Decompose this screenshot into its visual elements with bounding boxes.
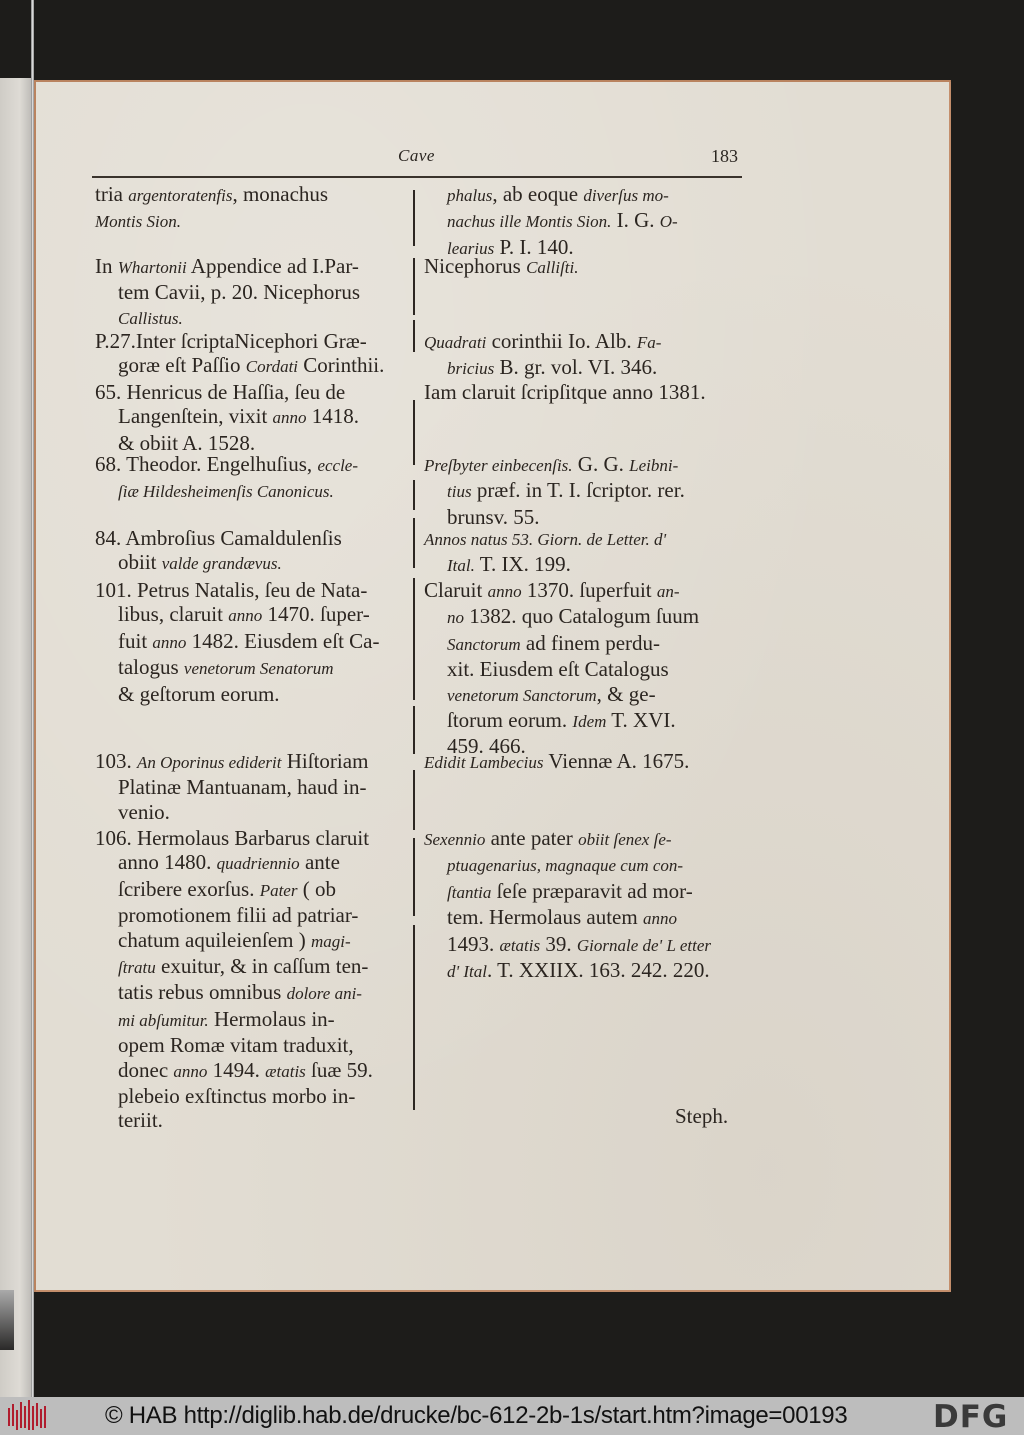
roman-text: ſeſe præparavit ad mor-: [491, 878, 693, 903]
roman-text: chatum aquileienſem ): [118, 927, 312, 952]
roman-text: brunsv. 55.: [447, 504, 540, 529]
roman-text: 1382. quo Catalogum ſuum: [464, 604, 700, 629]
text-line: [95, 353, 409, 379]
roman-text: tem Cavii, p. 20. Nicephorus: [118, 280, 361, 305]
roman-text: Nicephorus: [424, 254, 527, 278]
text-line: [95, 1007, 409, 1033]
roman-text: 1482. Eiusdem eſt Ca-: [186, 628, 380, 653]
text-line: [95, 602, 409, 628]
roman-text: promotionem filii ad patriar-: [118, 903, 359, 928]
roman-text: donec: [118, 1057, 174, 1082]
left-entry: [95, 380, 409, 455]
text-line: [424, 826, 739, 852]
roman-text: , ab eoque: [492, 182, 584, 206]
right-entry: [424, 452, 739, 529]
right-entry: [424, 380, 739, 404]
roman-text: ſcribere exorſus.: [118, 876, 260, 901]
italic-text: nachus ille Montis Sion.: [447, 212, 612, 232]
roman-text: , & ge-: [596, 681, 656, 706]
column-divider: [413, 518, 415, 568]
roman-text: 106. Hermolaus Barbarus claruit: [95, 826, 370, 850]
column-divider: [413, 925, 415, 1110]
column-divider: [413, 770, 415, 830]
text-line: [95, 452, 409, 478]
roman-text: ſuæ 59.: [305, 1057, 373, 1082]
text-line: [424, 932, 739, 958]
right-entry: [424, 826, 739, 984]
text-line: [95, 903, 409, 927]
text-line: [95, 478, 409, 504]
italic-text: anno: [152, 632, 187, 652]
roman-text: Appendice ad I.Par-: [186, 254, 359, 278]
italic-text: anno: [228, 606, 263, 626]
text-line: [424, 552, 739, 578]
roman-text: T. IX. 199.: [474, 552, 571, 577]
text-line: [95, 850, 409, 876]
italic-text: Fa-: [636, 333, 662, 352]
roman-text: ante pater: [485, 826, 579, 850]
roman-text: 1418.: [306, 404, 360, 429]
italic-text: ptuagenarius, magnaque cum con-: [447, 856, 684, 876]
text-line: [95, 682, 409, 706]
text-line: [424, 355, 739, 381]
running-head: Cave: [398, 146, 435, 165]
left-entry: [95, 452, 409, 505]
roman-text: tatis rebus omnibus: [118, 980, 287, 1005]
roman-text: 1494.: [207, 1057, 266, 1082]
italic-text: Ital.: [447, 556, 475, 576]
text-line: [95, 749, 409, 775]
text-line: [424, 657, 739, 681]
text-line: [95, 305, 409, 331]
text-line: [424, 879, 739, 905]
roman-text: ſtorum eorum.: [447, 708, 573, 733]
text-line: [95, 826, 409, 850]
italic-text: bricius: [447, 359, 495, 379]
roman-text: xit. Eiusdem eſt Catalogus: [447, 657, 669, 682]
italic-text: an-: [656, 582, 680, 601]
italic-text: ſtratu: [118, 958, 156, 978]
roman-text: plebeio exſtinctus morbo in-: [118, 1084, 356, 1109]
text-line: [95, 1084, 409, 1108]
roman-text: 65. Henricus de Haſſia, ſeu de: [95, 380, 346, 404]
italic-text: valde grandævus.: [161, 554, 282, 574]
header-rule: [92, 176, 742, 178]
italic-text: anno: [272, 408, 307, 428]
text-line: [424, 329, 739, 355]
roman-text: 1470. ſuper-: [262, 602, 370, 627]
roman-text: Corinthii.: [298, 353, 385, 378]
text-line: [424, 452, 739, 478]
text-line: [424, 708, 739, 734]
italic-text: ætatis: [265, 1061, 306, 1081]
text-line: [95, 775, 409, 799]
text-line: [95, 800, 409, 824]
roman-text: teriit.: [118, 1108, 163, 1133]
text-line: [424, 682, 739, 708]
italic-text: anno: [642, 909, 677, 929]
roman-text: 101. Petrus Natalis, ſeu de Nata-: [95, 578, 368, 602]
roman-text: 39.: [540, 931, 577, 956]
column-divider: [413, 480, 415, 510]
roman-text: fuit: [118, 628, 153, 653]
roman-text: Claruit: [424, 578, 488, 602]
italic-text: quadriennio: [216, 854, 300, 874]
column-divider: [413, 190, 415, 246]
italic-text: Calliſti.: [526, 258, 579, 277]
roman-text: B. gr. vol. VI. 346.: [494, 355, 658, 380]
roman-text: anno 1480.: [118, 850, 217, 875]
roman-text: . T. XXIIX. 163. 242. 220.: [487, 958, 710, 983]
text-line: [95, 526, 409, 550]
roman-text: obiit: [118, 550, 162, 575]
left-entry: [95, 182, 409, 235]
italic-text: ſtantia: [447, 882, 492, 902]
italic-text: dolore ani-: [286, 984, 362, 1004]
italic-text: Sexennio: [424, 830, 486, 849]
italic-text: Montis Sion.: [95, 212, 181, 232]
text-line: [95, 1058, 409, 1084]
left-entry: [95, 826, 409, 1133]
roman-text: P. I. 140.: [494, 234, 574, 259]
italic-text: anno: [487, 582, 522, 601]
roman-text: 459. 466.: [447, 734, 526, 759]
italic-text: diverſus mo-: [583, 186, 669, 205]
italic-text: no: [447, 608, 464, 628]
italic-text: Idem: [572, 712, 607, 732]
text-line: [424, 478, 739, 504]
italic-text: obiit ſenex ſe-: [578, 830, 672, 849]
roman-text: tria: [95, 182, 129, 206]
column-divider: [413, 838, 415, 916]
text-line: [424, 958, 739, 984]
italic-text: Edidit Lambecius: [424, 753, 544, 772]
text-line: [424, 631, 739, 657]
text-line: [95, 1108, 409, 1132]
roman-text: , monachus: [232, 182, 329, 206]
roman-text: ( ob: [297, 876, 336, 901]
catchword: Steph.: [675, 1104, 729, 1128]
text-line: [95, 254, 409, 280]
roman-text: Hermolaus in-: [208, 1006, 335, 1031]
italic-text: Leibni-: [629, 456, 679, 475]
roman-text: opem Romæ vitam traduxit,: [118, 1033, 354, 1058]
italic-text: An Oporinus ediderit: [137, 753, 282, 772]
roman-text: T. XVI.: [606, 708, 676, 733]
italic-text: Callistus.: [118, 308, 183, 328]
roman-text: 84. Ambroſius Camaldulenſis: [95, 526, 342, 550]
column-divider: [413, 400, 415, 465]
roman-text: G. G.: [572, 452, 630, 476]
roman-text: Langenſtein, vixit: [118, 404, 273, 429]
text-line: [95, 578, 409, 602]
text-line: [424, 578, 739, 604]
roman-text: ad finem perdu-: [520, 630, 661, 655]
italic-text: O-: [659, 212, 678, 232]
roman-text: Iam claruit ſcripſitque anno 1381.: [424, 380, 706, 404]
column-divider: [413, 578, 415, 700]
italic-text: ſiæ Hildesheimenſis Canonicus.: [118, 482, 334, 502]
text-line: [95, 1033, 409, 1057]
text-line: [424, 380, 739, 404]
left-entry: [95, 254, 409, 331]
italic-text: magi-: [311, 931, 351, 951]
footer-bar: [0, 1397, 1024, 1435]
italic-text: Sanctorum: [447, 634, 521, 654]
roman-text: corinthii Io. Alb.: [486, 329, 637, 353]
italic-text: ætatis: [499, 935, 541, 955]
roman-text: venio.: [118, 799, 170, 824]
text-line: [424, 604, 739, 630]
text-line: [95, 208, 409, 234]
dfg-logo: DFG: [933, 1399, 1009, 1435]
right-entry: [424, 749, 739, 775]
text-line: [95, 329, 409, 353]
roman-text: talogus: [118, 655, 184, 680]
italic-text: tius: [447, 482, 472, 502]
column-divider: [413, 258, 415, 315]
text-line: [424, 208, 739, 234]
roman-text: 1370. ſuperfuit: [521, 578, 657, 602]
text-line: [95, 954, 409, 980]
roman-text: exuitur, & in caſſum ten-: [155, 954, 369, 979]
column-divider: [413, 320, 415, 352]
roman-text: Hiſtoriam: [281, 749, 369, 773]
text-line: [95, 928, 409, 954]
roman-text: & geſtorum eorum.: [118, 681, 280, 706]
text-line: [95, 980, 409, 1006]
italic-text: Annos natus 53. Giorn. de Letter. d': [424, 530, 667, 549]
copyright-link[interactable]: © HAB http://diglib.hab.de/drucke/bc-612-2b-1s/start.htm?image=00193: [105, 1402, 848, 1429]
roman-text: præf. in T. I. ſcriptor. rer.: [471, 478, 685, 503]
text-line: [424, 526, 739, 552]
text-line: [95, 550, 409, 576]
italic-text: Cordati: [245, 357, 299, 377]
roman-text: P.27.Inter ſcriptaNicephori Græ-: [95, 329, 367, 353]
roman-text: 1493.: [447, 931, 500, 956]
left-entry: [95, 526, 409, 577]
right-entry: [424, 254, 739, 280]
roman-text: tem. Hermolaus autem: [447, 905, 643, 930]
left-entry: [95, 578, 409, 706]
right-entry: [424, 182, 739, 261]
roman-text: goræ eſt Paſſio: [118, 353, 246, 378]
roman-text: 103.: [95, 749, 137, 773]
text-line: [95, 280, 409, 304]
text-line: [95, 182, 409, 208]
roman-text: libus, claruit: [118, 602, 229, 627]
right-entry: [424, 329, 739, 382]
italic-text: argentoratenfis: [128, 186, 233, 205]
right-entry: [424, 578, 739, 759]
italic-text: phalus: [447, 186, 493, 205]
italic-text: eccle-: [317, 456, 359, 475]
roman-text: ante: [299, 850, 340, 875]
text-line: [424, 852, 739, 878]
text-line: [95, 404, 409, 430]
italic-text: mi abſumitur.: [118, 1010, 209, 1030]
italic-text: Whartonii: [117, 258, 187, 277]
italic-text: learius: [447, 238, 495, 258]
italic-text: venetorum Sanctorum: [447, 685, 597, 705]
page-number: 183: [711, 146, 738, 166]
italic-text: anno: [173, 1061, 208, 1081]
hab-logo-icon: [6, 1400, 48, 1432]
italic-text: Quadrati: [424, 333, 487, 352]
roman-text: Platinæ Mantuanam, haud in-: [118, 775, 367, 800]
text-line: [424, 905, 739, 931]
italic-text: Preſbyter einbecenſis.: [424, 456, 573, 475]
text-line: [95, 877, 409, 903]
previous-page-edge: [0, 78, 33, 1398]
left-entry: [95, 329, 409, 380]
italic-text: Pater: [259, 880, 298, 900]
text-line: [424, 749, 739, 775]
column-divider: [413, 706, 415, 754]
page-edge-shadow: [0, 1290, 14, 1350]
roman-text: & obiit A. 1528.: [118, 430, 256, 455]
italic-text: venetorum Senatorum: [183, 659, 334, 679]
text-line: [95, 380, 409, 404]
right-entry: [424, 526, 739, 579]
roman-text: 68. Theodor. Engelhuſius,: [95, 452, 318, 476]
italic-text: Giornale de' L etter: [576, 935, 711, 955]
text-line: [95, 629, 409, 655]
roman-text: Viennæ A. 1675.: [543, 749, 690, 773]
text-line: [424, 254, 739, 280]
roman-text: In: [95, 254, 118, 278]
text-line: [95, 655, 409, 681]
left-entry: [95, 749, 409, 824]
italic-text: d' Ital: [447, 962, 487, 982]
text-line: [424, 182, 739, 208]
roman-text: I. G.: [611, 208, 660, 233]
